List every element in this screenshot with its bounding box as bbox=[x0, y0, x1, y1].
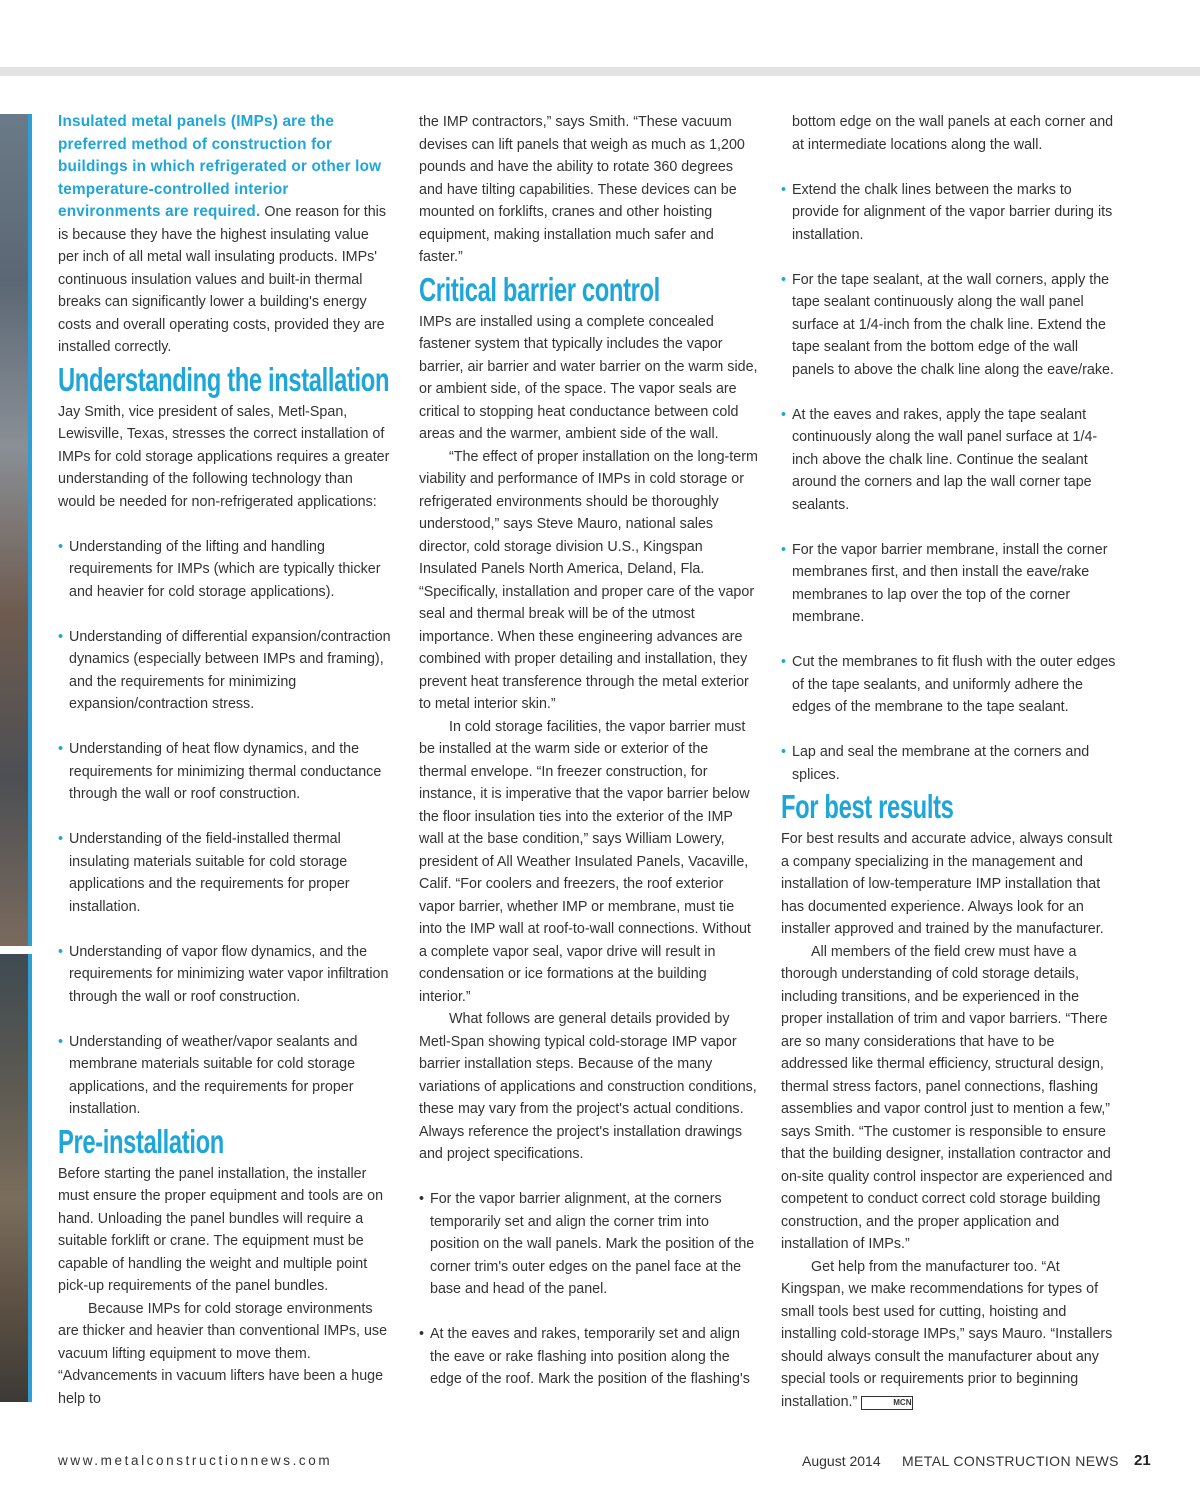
bullet-icon: • bbox=[58, 538, 64, 555]
list-item: • Understanding of the field-installed thermal insulating materials suitable for cold storage applications and the requirements for proper installation. bbox=[58, 828, 393, 918]
list-item bbox=[781, 741, 1116, 786]
critical-barrier-paragraph-4: What follows are general details provided by Metl-Span showing typical cold-storage IMP vapor barrier installation steps. Because of the many variations of applications and construction conditions, these may vary from the project's actual conditions. Always reference the project's installation drawings and project specifications. bbox=[419, 1011, 757, 1162]
column-1 bbox=[58, 111, 393, 1410]
section1-paragraph: Jay Smith, vice president of sales, Metl-Span, Lewisville, Texas, stresses the correct installation of IMPs for cold storage applications requires a greater understanding of the following technology than would be needed for non-refrigerated applications: bbox=[58, 403, 390, 510]
bullet-text: At the eaves and rakes, apply the tape sealant continuously along the wall panel surface at 1/4-inch above the chalk line. Continue the sealant around the corners and lap the wall corner tape sealants. bbox=[792, 406, 1098, 513]
list-item: • Understanding of differential expansion/contraction dynamics (especially between IMPs and framing), and the requirements for minimizing expansion/contraction stress. bbox=[58, 626, 393, 716]
header-rule bbox=[0, 67, 1200, 76]
section-heading-pre-installation: Pre-installation bbox=[58, 1122, 224, 1160]
bullet-text: At the eaves and rakes, temporarily set and align the eave or rake flashing into position along the edge of the roof. Mark the position of the flashing's bbox=[430, 1326, 750, 1387]
vacuum-quote-continued: the IMP contractors,” says Smith. “These vacuum devises can lift panels that weigh as much as 1,200 pounds and have the ability to rotate 360 degrees and have tilting capabilities. These devices can be mounted on forklifts, cranes and other hoisting equipment, making installation much safer and faster.” bbox=[419, 114, 745, 265]
photo-strip-top bbox=[0, 114, 32, 946]
bullet-icon: • bbox=[58, 1033, 64, 1050]
photo-strip-bottom bbox=[0, 954, 32, 1402]
best-results-paragraph-3 bbox=[781, 1256, 1116, 1414]
vapor-steps-list-blue bbox=[781, 179, 1116, 787]
intro-paragraph bbox=[58, 111, 393, 359]
mcn-end-icon: MCN bbox=[861, 1396, 913, 1410]
intro-lead: Insulated metal panels (IMPs) are the preferred method of construction for buildings in which refrigerated or other low temperature-controlled interior environments are required. bbox=[58, 113, 382, 220]
section-heading-critical-barrier: Critical barrier control bbox=[419, 270, 660, 308]
understanding-bullet-list bbox=[58, 536, 393, 1121]
section-heading-best-results: For best results bbox=[781, 788, 954, 825]
eaves-bullet-continued: bottom edge on the wall panels at each corner and at intermediate locations along the wall. bbox=[792, 114, 1114, 153]
critical-barrier-paragraph-3: In cold storage facilities, the vapor barrier must be installed at the warm side or exterior of the thermal envelope. “In freezer construction, for instance, it is imperative that the vapor barrier below the floor insulation ties into the exterior of the IMP wall at the base condition,” says William Lowery, president of All Weather Insulated Panels, Vacaville, Calif. “For coolers and freezers, the roof exterior vapor barrier, whether IMP or membrane, must tie into the IMP wall at roof-to-wall connections. Without a complete vapor seal, vapor drive will result in condensation or ice formations at the building interior.” bbox=[419, 718, 751, 1005]
best-results-text: Get help from the manufacturer too. “At Kingspan, we make recommendations for types of small tools best used for cutting, hoisting and installing cold-storage IMPs,” says Mauro. “Installers should always consult the manufacturer about any special tools or requirements prior to beginning installation.” bbox=[781, 1258, 1113, 1410]
bullet-icon: • bbox=[781, 744, 787, 760]
bullet-icon: • bbox=[419, 1326, 425, 1342]
list-item bbox=[781, 269, 1116, 382]
list-item: • Understanding of heat flow dynamics, and the requirements for minimizing thermal conductance through the wall or roof construction. bbox=[58, 738, 393, 806]
section-heading-understanding: Understanding the installation bbox=[58, 360, 390, 398]
list-item bbox=[781, 539, 1116, 629]
footer-url: www.metalconstructionnews.com bbox=[58, 1453, 333, 1468]
bullet-icon: • bbox=[781, 271, 787, 288]
pre-installation-paragraph-1: Before starting the panel installation, the installer must ensure the proper equipment and tools are on hand. Unloading the panel bundles will require a suitable forklift or crane. The equipment must be capable of handling the weight and multiple point pick-up requirements of the panel bundles. bbox=[58, 1165, 384, 1294]
list-item bbox=[781, 404, 1116, 517]
vapor-steps-list-black bbox=[419, 1188, 759, 1391]
bullet-icon: • bbox=[58, 831, 64, 847]
bullet-text: For the tape sealant, at the wall corners, apply the tape sealant continuously along the wall panel surface at 1/4-inch from the chalk line. Extend the tape sealant from the bottom edge of the wall panels to above the chalk line along the eave/rake. bbox=[792, 271, 1114, 378]
bullet-text: Lap and seal the membrane at the corners and splices. bbox=[792, 744, 1090, 783]
best-results-paragraph-1: For best results and accurate advice, always consult a company specializing in the management and installation of low-temperature IMP installation that has documented experience. Always look for an installer approved and trained by the manufacturer. bbox=[781, 831, 1113, 937]
list-item bbox=[781, 179, 1116, 247]
critical-barrier-paragraph-2: “The effect of proper installation on the long-term viability and performance of IMPs in cold storage or refrigerated environments should be thoroughly understood,” says Steve Mauro, national sales director, cold storage division U.S., Kingspan Insulated Panels North America, Deland, Fla. “Specifically, installation and proper care of the vapor seal and thermal break will be of the utmost importance. When these engineering advances are combined with proper detailing and installation, they prevent heat transference through the metal exterior to metal interior skin.” bbox=[419, 448, 758, 712]
list-item bbox=[419, 1188, 759, 1301]
page-number: 21 bbox=[1134, 1452, 1151, 1469]
list-item bbox=[419, 1323, 759, 1391]
bullet-text: Extend the chalk lines between the marks to provide for alignment of the vapor barrier during its installation. bbox=[792, 181, 1113, 243]
footer-magazine-name: METAL CONSTRUCTION NEWS bbox=[902, 1453, 1119, 1469]
bullet-icon: • bbox=[58, 741, 64, 757]
critical-barrier-paragraph-1: IMPs are installed using a complete concealed fastener system that typically includes the vapor barrier, air barrier and water barrier on the warm side, or ambient side, of the space. The vapor seals are critical to stopping heat conductance between cold areas and the warmer, ambient side of the wall. bbox=[419, 313, 758, 442]
column-3 bbox=[781, 111, 1116, 1413]
bullet-icon: • bbox=[419, 1191, 425, 1207]
best-results-paragraph-2: All members of the field crew must have a thorough understanding of cold storage details, including transitions, and be experienced in the proper installation of trim and vapor barriers. “There are so many considerations that have to be addressed like thermal efficiency, structural design, thermal stress factors, panel connections, flashing assemblies and vapor control just to mention a few,” says Smith. “The customer is responsible to ensure that the building designer, installation contractor and on-site quality control inspector are experienced and competent to conduct correct cold storage building construction, and the proper application and installation of IMPs.” bbox=[781, 943, 1113, 1252]
list-item: • Understanding of the lifting and handling requirements for IMPs (which are typically thicker and heavier for cold storage applications). bbox=[58, 536, 393, 604]
bullet-icon: • bbox=[781, 181, 787, 198]
bullet-text: Cut the membranes to fit flush with the outer edges of the tape sealants, and uniformly adhere the edges of the membrane to the tape sealant. bbox=[792, 654, 1116, 715]
pre-installation-paragraph-2: Because IMPs for cold storage environments are thicker and heavier than conventional IMPs, use vacuum lifting equipment to move them. “Advancements in vacuum lifters have been a huge help to bbox=[58, 1300, 388, 1407]
footer-date: August 2014 bbox=[802, 1453, 881, 1469]
list-item: • Understanding of vapor flow dynamics, and the requirements for minimizing water vapor infiltration through the wall or roof construction. bbox=[58, 941, 393, 1009]
bullet-text: For the vapor barrier membrane, install the corner membranes first, and then install the eave/rake membranes to lap over the top of the corner membrane. bbox=[792, 541, 1108, 625]
bullet-icon: • bbox=[58, 628, 64, 645]
intro-text: One reason for this is because they have the highest insulating value per inch of all metal wall insulating products. IMPs' continuous insulation values and built-in thermal breaks can significantly lower a building's energy costs and overall operating costs, provided they are installed correctly. bbox=[58, 204, 386, 355]
bullet-icon: • bbox=[58, 943, 64, 960]
bullet-text: For the vapor barrier alignment, at the corners temporarily set and align the corner trim into position on the wall panels. Mark the position of the corner trim's outer edges on the panel face at the base and head of the panel. bbox=[430, 1191, 755, 1297]
bullet-icon: • bbox=[781, 541, 787, 558]
bullet-icon: • bbox=[781, 406, 787, 423]
column-2-body bbox=[419, 111, 759, 1401]
list-item: • Understanding of weather/vapor sealants and membrane materials suitable for cold storage applications, and the requirements for proper installation. bbox=[58, 1031, 393, 1121]
bullet-icon: • bbox=[781, 654, 787, 670]
list-item bbox=[781, 651, 1116, 719]
